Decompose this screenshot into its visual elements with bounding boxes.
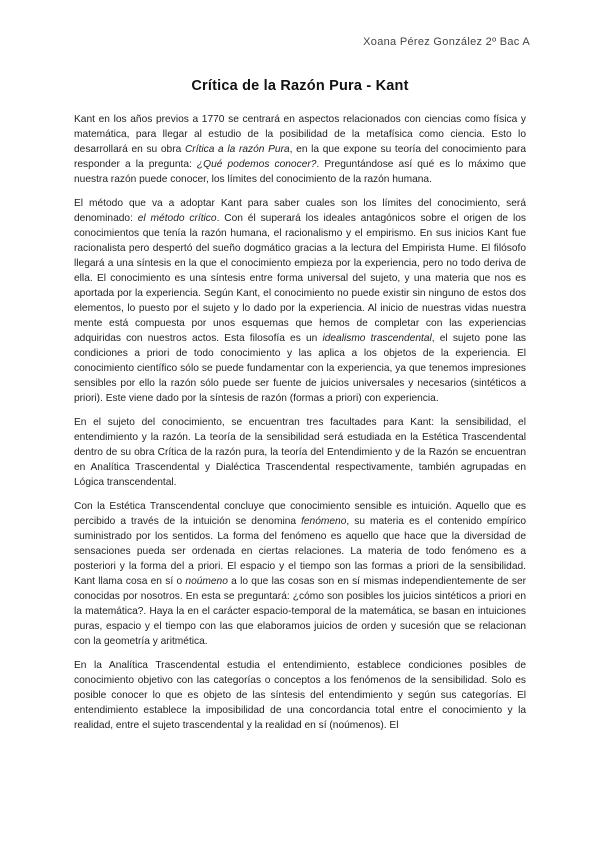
paragraph-2: El método que va a adoptar Kant para saber cuales son los límites del conocimiento, será denominado: el método crítico. Con él superará los ideales antagónicos sobre el origen de los conocimientos que tenía la razón humana, el racionalismo y el empirismo. En sus inicios Kant fue racionalista pero despertó del sueño dogmático gracias a la lectura del Empirista Hume. El filósofo llegará a una síntesis en la que el conocimiento empieza por la experiencia, pero no todo deriva de ella. El conocimiento es una síntesis entre forma universal del sujeto, y una materia que nos es aportada por la experiencia. Según Kant, el conocimiento no puede existir sin ninguno de estos dos elementos, lo puesto por el sujeto y lo dado por la experiencia. Al inicio de nuestras vidas nuestra mente está compuesta por unos esquemas que hemos de completar con las experiencias adquiridas con nuestros actos. Esta filosofía es un idealismo trascendental, el sujeto pone las condiciones a priori de todo conocimiento y las aplica a los objetos de la experiencia. El conocimiento científico sólo se puede fundamentar con la experiencia, ya que tenemos impresiones sensibles por ello la razón sólo puede ser fuente de juicios universales y necesarios (sintéticos a priori). Este viene dado por la síntesis de razón (formas a priori) con experiencia. (74, 198, 526, 404)
paragraph-5: En la Analítica Trascendental estudia el entendimiento, establece condiciones posibles de conocimiento objetivo con las categorías o conceptos a los fenómenos de la sensibilidad. Solo es posible conocer lo que es objeto de las síntesis del entendimiento y según sus categorías. El entendimiento establece la imposibilidad de una concordancia total entre el conocimiento y la realidad, entre el sujeto trascendental y la realidad en sí (noúmenos). El (74, 660, 526, 731)
paragraph-4: Con la Estética Transcendental concluye que conocimiento sensible es intuición. Aquello que es percibido a través de la intuición se denomina fenómeno, su materia es el contenido empírico suministrado por los sentidos. La forma del fenómeno es aquello que hace que la diversidad de sensaciones pueda ser ordenada en ciertas relaciones. La materia de todo fenómeno es a posteriori y la forma del a priori. El espacio y el tiempo son las formas a priori de la sensibilidad. Kant llama cosa en sí o noúmeno a lo que las cosas son en sí mismas independientemente de ser conocidas por nosotros. En esta se preguntará: ¿cómo son posibles los juicios sintéticos a priori en la matemática?. Haya la en el carácter espacio-temporal de la matemática, se basan en intuiciones puras, espacio y el tiempo con las que elaboramos juicios de orden y sucesión que se relacionan con la geometría y aritmética. (74, 501, 527, 647)
paragraph-1: Kant en los años previos a 1770 se centrará en aspectos relacionados con ciencias como física y matemática, para llegar al estudio de la posibilidad de la metafísica como ciencia. Esto lo desarrollará en su obra Crítica a la razón Pura, en la que expone su teoría del conocimiento para responder a la pregunta: ¿Qué podemos conocer?. Preguntándose así qué es lo máximo que nuestra razón puede conocer, los límites del conocimiento de la razón humana. (74, 114, 526, 185)
author-header: Xoana Pérez González 2º Bac A (363, 36, 530, 48)
document-body (74, 112, 526, 742)
page-title: Crítica de la Razón Pura - Kant (191, 78, 409, 94)
paragraph-3: En el sujeto del conocimiento, se encuentran tres facultades para Kant: la sensibilidad, el entendimiento y la razón. La teoría de la sensibilidad será estudiada en la Estética Trascendental dentro de su obra Crítica de la razón pura, la teoría del Entendimiento y de la Razón se encuentran en Analítica Trascendental y Dialéctica Trascendental respectivamente, también agrupadas en Lógica transcendental. (74, 417, 526, 488)
